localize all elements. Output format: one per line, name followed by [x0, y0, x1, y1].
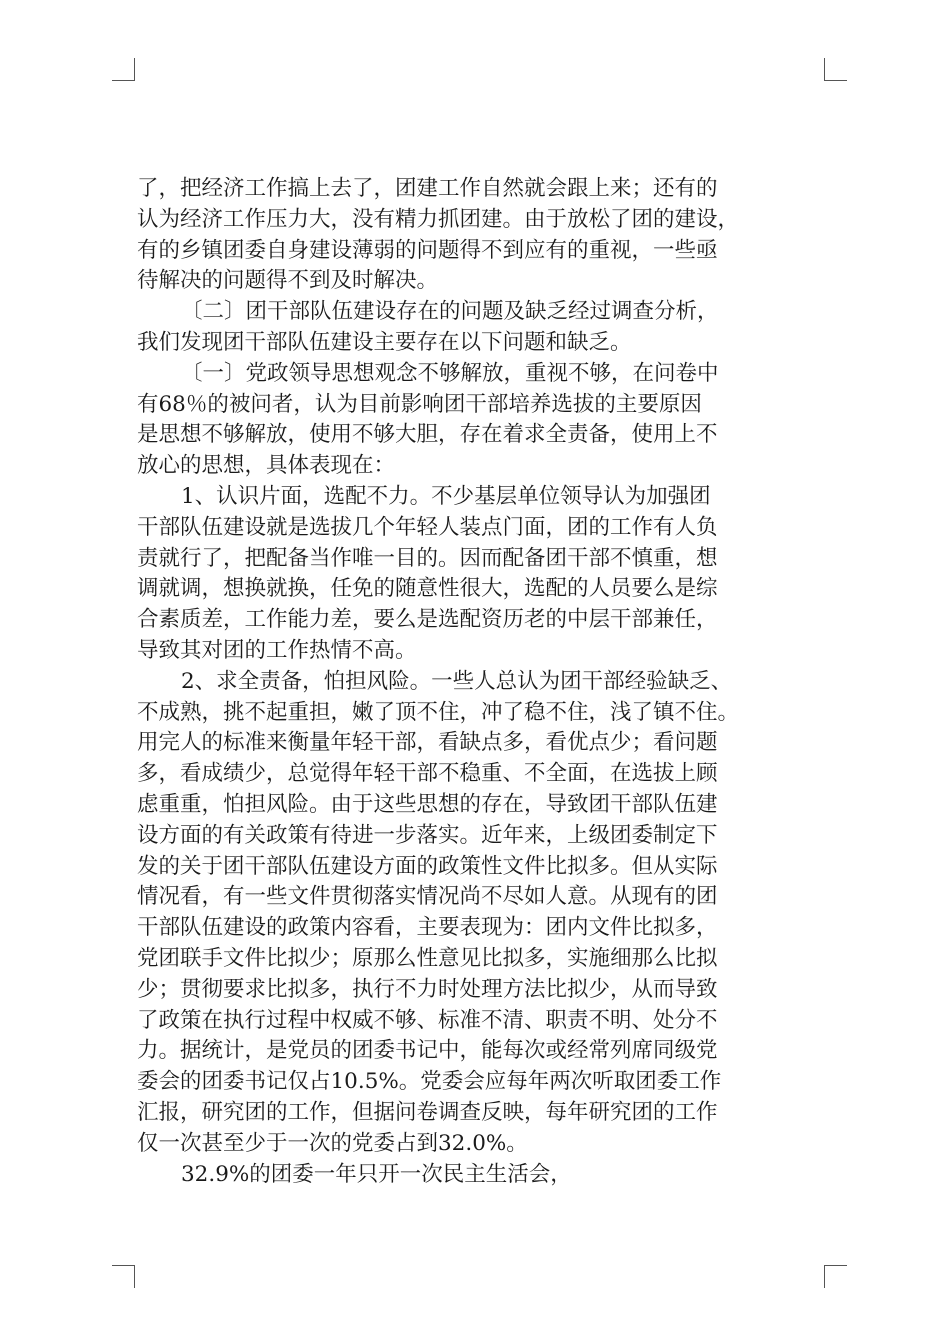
text-line: 有的乡镇团委自身建设薄弱的问题得不到应有的重视，一些亟: [137, 237, 718, 263]
text-line: 汇报，研究团的工作，但据问卷调查反映，每年研究团的工作: [137, 1099, 718, 1125]
crop-mark-bottom-left: [112, 1265, 135, 1288]
paragraph-start-line: 1、认识片面，选配不力。不少基层单位领导认为加强团: [181, 483, 711, 509]
crop-mark-top-right: [824, 58, 847, 81]
body-text: [137, 174, 837, 1190]
text-line: 党团联手文件比拟少；原那么性意见比拟多，实施细那么比拟: [137, 945, 718, 971]
text-line: 导致其对团的工作热情不高。: [137, 637, 417, 663]
text-line: 设方面的有关政策有待进一步落实。近年来，上级团委制定下: [137, 822, 718, 848]
text-line: 仅一次甚至少于一次的党委占到32.0%。: [137, 1130, 528, 1156]
text-line: 了，把经济工作搞上去了，团建工作自然就会跟上来；还有的: [137, 176, 718, 201]
text-line: 合素质差，工作能力差，要么是选配资历老的中层干部兼任，: [137, 607, 718, 633]
text-line: 多，看成绩少，总觉得年轻干部不稳重、不全面，在选拔上顾: [137, 761, 718, 787]
text-line: 虑重重，怕担风险。由于这些思想的存在，导致团干部队伍建: [137, 791, 718, 817]
paragraph-start-line: 2、求全责备，怕担风险。一些人总认为团干部经验缺乏、: [181, 668, 733, 694]
paragraph-start-line: 32.9%的团委一年只开一次民主生活会，: [181, 1161, 572, 1187]
text-line: 不成熟，挑不起重担，嫩了顶不住，冲了稳不住，浅了镇不住。: [137, 699, 740, 725]
paragraph-start-line: 〔一〕党政领导思想观念不够解放，重视不够，在问卷中: [181, 360, 719, 386]
text-line: 责就行了，把配备当作唯一目的。因而配备团干部不慎重，想: [137, 545, 718, 571]
text-line: 我们发现团干部队伍建设主要存在以下问题和缺乏。: [137, 329, 632, 355]
text-line: 是思想不够解放，使用不够大胆，存在着求全责备，使用上不: [137, 422, 718, 448]
text-line: 发的关于团干部队伍建设方面的政策性文件比拟多。但从实际: [137, 853, 718, 879]
text-line: 了政策在执行过程中权威不够、标准不清、职责不明、处分不: [137, 1007, 718, 1033]
text-line: 情况看，有一些文件贯彻落实情况尚不尽如人意。从现有的团: [137, 884, 718, 910]
text-line: 用完人的标准来衡量年轻干部，看缺点多，看优点少；看问题: [137, 730, 718, 756]
text-line: 放心的思想，具体表现在：: [137, 453, 396, 479]
crop-mark-top-left: [112, 58, 135, 81]
text-line: 力。据统计，是党员的团委书记中，能每次或经常列席同级党: [137, 1038, 718, 1064]
paragraph-start-line: 〔二〕团干部队伍建设存在的问题及缺乏经过调查分析，: [181, 299, 719, 325]
text-line: 认为经济工作压力大，没有精力抓团建。由于放松了团的建设，: [137, 206, 740, 232]
text-line: 委会的团委书记仅占10.5%。党委会应每年两次听取团委工作: [137, 1069, 722, 1095]
text-line: 干部队伍建设的政策内容看，主要表现为：团内文件比拟多，: [137, 915, 718, 941]
text-line: 干部队伍建设就是选拔几个年轻人装点门面，团的工作有人负: [137, 514, 718, 540]
text-line: 待解决的问题得不到及时解决。: [137, 268, 439, 294]
crop-mark-bottom-right: [824, 1265, 847, 1288]
text-line: 调就调，想换就换，任免的随意性很大，选配的人员要么是综: [137, 576, 718, 602]
text-line: 有68％的被问者，认为目前影响团干部培养选拔的主要原因: [137, 391, 702, 417]
text-line: 少；贯彻要求比拟多，执行不力时处理方法比拟少，从而导致: [137, 976, 718, 1002]
